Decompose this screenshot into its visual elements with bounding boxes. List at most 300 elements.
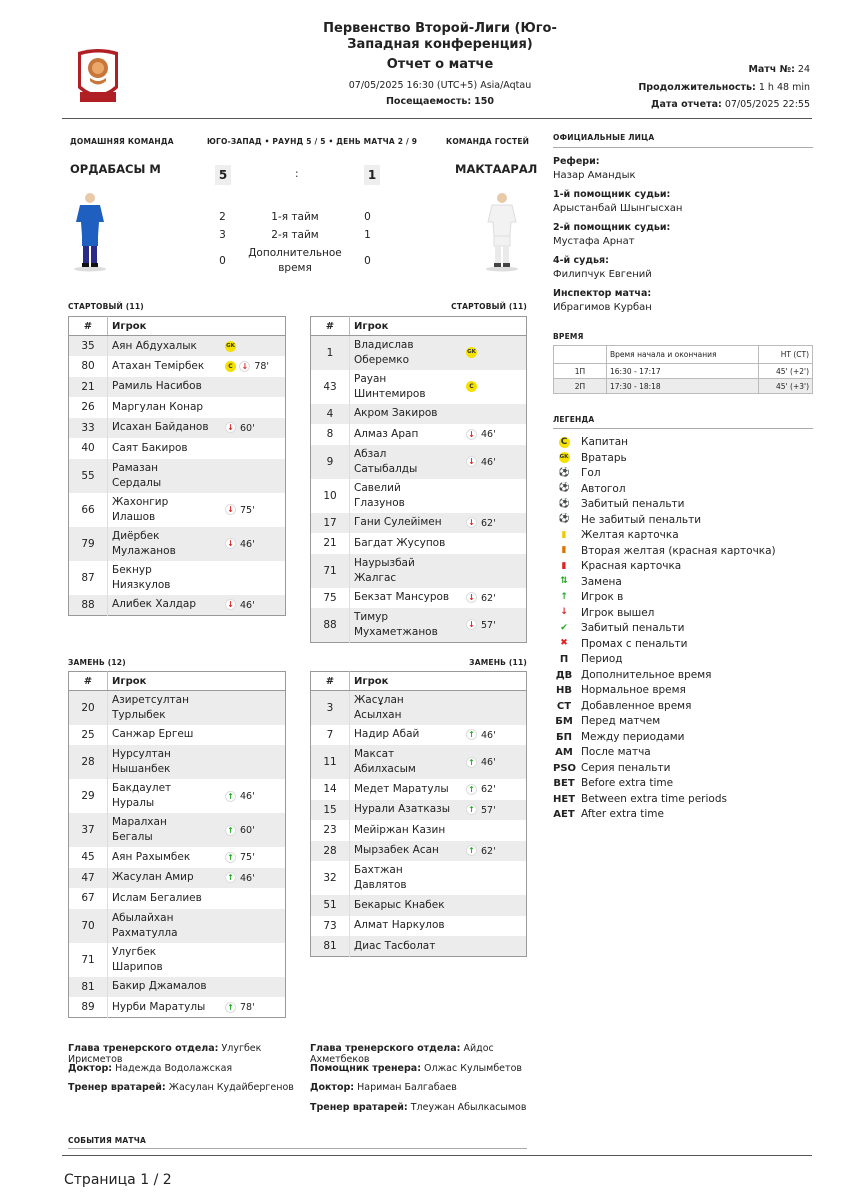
match-number: [748, 64, 810, 75]
report-title: Первенство Второй-Лиги (Юго-Западная конференция): [323, 21, 557, 52]
period-label: 1-я тайм: [271, 211, 319, 223]
legend-text: Забитый пенальти: [581, 498, 685, 510]
abbrev-symbol: ДВ: [555, 669, 573, 681]
match-datetime: 07/05/2025 16:30 (UTC+5) Asia/Aqtau: [348, 80, 532, 91]
staff-name: Жасулан Кудайбергенов: [168, 1082, 294, 1093]
abbrev-symbol: BET: [553, 778, 575, 789]
player-name: [108, 493, 222, 527]
abbrev-symbol: НВ: [556, 685, 572, 696]
player-name-line: Глазунов: [354, 496, 405, 509]
table-row: [69, 888, 286, 909]
period-home: 2: [219, 211, 226, 223]
player-name-line: Жалгас: [354, 571, 397, 584]
legend-section: [553, 415, 813, 823]
table-row: [69, 997, 286, 1018]
table-row: [311, 404, 527, 425]
player-events: [462, 861, 527, 895]
home-team-label: ДОМАШНЯЯ КОМАНДА: [70, 137, 174, 146]
period-row: [200, 208, 390, 278]
score-separator: :: [295, 168, 299, 180]
table-header-row: [69, 317, 286, 336]
player-name-line: Турлыбек: [112, 708, 166, 721]
away-kit-icon: [484, 190, 520, 276]
report-date: [651, 99, 810, 110]
table-row: [69, 943, 286, 977]
player-number: 17: [311, 513, 350, 534]
player-events: [462, 445, 527, 479]
official-entry: [553, 255, 813, 280]
time-label: ВРЕМЯ: [553, 332, 584, 341]
time-range: 17:30 - 18:18: [607, 379, 759, 394]
player-name-line: Рауан: [354, 372, 387, 385]
table-row: [311, 608, 527, 642]
player-events: [462, 424, 527, 445]
table-row: [69, 847, 286, 868]
legend-abbrev: [553, 652, 813, 668]
table-row: [311, 336, 527, 370]
player-out-icon: ↓: [466, 429, 477, 440]
player-number: 81: [311, 936, 350, 957]
player-events: [221, 691, 286, 725]
player-in-icon: ↑: [225, 825, 236, 836]
table-row: [69, 595, 286, 616]
abbrev-symbol: PSO: [553, 762, 577, 774]
player-number: 88: [311, 608, 350, 642]
goal-icon: [553, 466, 575, 482]
staff-role: Доктор:: [68, 1062, 113, 1074]
player-events: [221, 909, 286, 943]
player-events: [221, 943, 286, 977]
official-name: Филипчук Евгений: [553, 269, 652, 280]
table-row: [69, 356, 286, 377]
player-number: 89: [69, 997, 108, 1018]
away-score: 1: [364, 165, 380, 185]
player-name-line: Бегалы: [112, 831, 153, 843]
player-in-icon: [553, 590, 575, 606]
player-events: [221, 847, 286, 868]
table-row: [311, 916, 527, 937]
official-role: Инспектор матча:: [553, 288, 652, 299]
player-number: 3: [311, 691, 350, 725]
period-away: 0: [364, 255, 371, 267]
legend-text: Желтая карточка: [581, 529, 679, 541]
num-header: #: [311, 672, 350, 691]
table-row: [311, 861, 527, 895]
player-out-icon: ↓: [225, 422, 236, 433]
player-events: [462, 745, 527, 779]
player-name-line: Абзал: [354, 447, 387, 460]
sub-time: 62': [481, 592, 496, 604]
player-number: 8: [311, 424, 350, 445]
time-ht: 45' (+2'): [759, 364, 813, 379]
legend-text: Игрок вышел: [581, 606, 655, 619]
player-events: [221, 997, 286, 1018]
player-out-icon: ↓: [466, 592, 477, 603]
legend-glyph: ↓: [560, 607, 568, 617]
away-staff: [310, 1043, 550, 1121]
staff-role: Глава тренерского отдела:: [310, 1043, 461, 1054]
abbrev-symbol: БМ: [555, 716, 573, 727]
legend-text: После матча: [581, 746, 651, 758]
player-number: 28: [311, 841, 350, 862]
player-name: [108, 561, 222, 595]
player-name: Нурби Маратулы: [112, 1000, 206, 1013]
player-name: Атахан Темірбек: [112, 359, 205, 372]
player-events: [221, 356, 286, 377]
legend-abbrev: [553, 668, 813, 684]
staff-entry: [68, 1043, 303, 1063]
player-events: [462, 725, 527, 746]
player-events: [462, 841, 527, 862]
legend-list: [553, 435, 813, 823]
player-events: [462, 820, 527, 841]
player-name: [350, 608, 463, 642]
legend-text: Вторая желтая (красная карточка): [581, 544, 776, 557]
table-row: [311, 691, 527, 725]
staff-name: Олжас Кулымбетов: [424, 1062, 522, 1074]
player-name-line: Давлятов: [354, 879, 407, 891]
sub-time: 57': [481, 804, 496, 816]
time-col-period: [554, 346, 607, 364]
table-row: [69, 779, 286, 813]
time-range: 16:30 - 17:17: [607, 364, 759, 379]
player-out-icon: ↓: [225, 504, 236, 515]
player-name-line: Наурызбай: [354, 556, 415, 569]
player-name-line: Жахонгир: [112, 495, 169, 508]
official-entry: [553, 222, 813, 247]
table-header-row: [69, 672, 286, 691]
player-number: 20: [69, 691, 108, 725]
table-row: [311, 725, 527, 746]
legend-item: [553, 528, 813, 544]
player-name: [350, 745, 463, 779]
player-number: 37: [69, 813, 108, 847]
player-events: [462, 936, 527, 957]
legend-text: After extra time: [581, 808, 664, 820]
player-name: Ислам Бегалиев: [112, 891, 202, 904]
report-date-label: Дата отчета:: [651, 99, 722, 110]
player-name: Мырзабек Асан: [350, 841, 463, 862]
official-name: Ибрагимов Курбан: [553, 302, 652, 313]
time-row: [554, 379, 813, 394]
legend-glyph: ⚽: [558, 514, 570, 524]
player-name: Медет Маратулы: [354, 782, 449, 795]
player-number: 14: [311, 779, 350, 800]
player-number: 10: [311, 479, 350, 513]
player-name: [108, 459, 222, 493]
player-name-line: Азиретсултан: [112, 693, 189, 706]
player-number: 4: [311, 404, 350, 425]
player-name-line: Сатыбалды: [354, 462, 418, 475]
duration-label: Продолжительность:: [638, 82, 756, 93]
player-events: [221, 493, 286, 527]
player-name: [350, 336, 463, 370]
sub-time: 75': [240, 852, 255, 864]
player-events: [462, 554, 527, 588]
yellow-card-icon: [553, 528, 575, 544]
official-name: Арыстанбай Шынгысхан: [553, 203, 683, 214]
table-row: [69, 977, 286, 998]
player-number: 71: [69, 943, 108, 977]
legend-item: [553, 451, 813, 467]
player-events: [462, 513, 527, 534]
abbrev-symbol: HET: [553, 793, 576, 805]
legend-glyph: ⚽: [558, 467, 570, 478]
legend-text: Период: [581, 653, 623, 665]
legend-glyph: C: [559, 437, 570, 448]
table-row: [311, 554, 527, 588]
table-row: [69, 745, 286, 779]
goalkeeper-icon: GK: [225, 341, 236, 352]
goalkeeper-icon: GK: [466, 347, 477, 358]
table-row: [311, 936, 527, 957]
legend-abbrev: [553, 792, 813, 808]
player-name: [350, 445, 463, 479]
legend-text: Before extra time: [581, 777, 674, 789]
table-row: [69, 868, 286, 889]
sub-time: 60': [240, 825, 255, 836]
player-events: [462, 370, 527, 404]
player-events: [221, 459, 286, 493]
home-team-name: ОРДАБАСЫ М: [70, 162, 161, 176]
legend-glyph: ⚽: [558, 498, 570, 509]
staff-entry: [310, 1082, 550, 1102]
player-events: [462, 691, 527, 725]
legend-item: [553, 435, 813, 451]
table-row: [69, 493, 286, 527]
staff-role: Доктор:: [310, 1082, 355, 1093]
round-info: ЮГО-ЗАПАД • РАУНД 5 / 5 • ДЕНЬ МАТЧА 2 / 9: [207, 137, 418, 146]
captain-icon: C: [466, 381, 477, 392]
match-number-value: 24: [797, 64, 810, 75]
player-name-line: Бахтжан: [354, 864, 403, 876]
player-number: 88: [69, 595, 108, 616]
player-events: [221, 888, 286, 909]
table-row: [69, 418, 286, 439]
legend-text: Дополнительное время: [581, 668, 712, 681]
player-name-line: Жасұлан: [354, 693, 404, 706]
player-name-line: Бекнур: [112, 563, 152, 576]
player-name: Надир Абай: [354, 728, 420, 741]
legend-glyph: ⚽: [558, 483, 570, 493]
table-row: [69, 909, 286, 943]
player-header: Игрок: [108, 317, 286, 336]
player-name-line: Тимур: [354, 610, 389, 623]
home-kit-icon: [72, 190, 108, 276]
legend-abbrev: [553, 807, 813, 823]
table-row: [311, 370, 527, 404]
player-name: [350, 479, 463, 513]
num-header: #: [69, 317, 108, 336]
player-name-line: Максат: [354, 748, 395, 760]
player-name-line: Сердалы: [112, 476, 162, 489]
legend-item: [553, 621, 813, 637]
sub-time: 46': [481, 757, 496, 768]
legend-text: Забитый пенальти: [581, 622, 685, 634]
staff-entry: [310, 1102, 550, 1122]
table-row: [311, 588, 527, 609]
player-number: 71: [311, 554, 350, 588]
num-header: #: [311, 317, 350, 336]
player-name: [108, 943, 222, 977]
staff-name: Тлеужан Абылкасымов: [410, 1101, 527, 1113]
player-name-line: Шинтемиров: [354, 387, 426, 400]
table-row: [69, 459, 286, 493]
legend-text: Перед матчем: [581, 715, 661, 727]
legend-abbrev: [553, 730, 813, 746]
player-number: 73: [311, 916, 350, 937]
player-name: [108, 909, 222, 943]
legend-abbrev: [553, 761, 813, 777]
player-name-line: Владислав: [354, 338, 414, 351]
player-name: Нурали Азатказы: [350, 800, 463, 821]
legend-text: Не забитый пенальти: [581, 513, 702, 526]
legend-text: Между периодами: [581, 730, 685, 743]
home-subs-table: [68, 671, 286, 1018]
substitution-icon: [553, 575, 575, 591]
official-role: Рефери:: [553, 156, 600, 167]
footer-divider: [62, 1155, 812, 1156]
player-events: [462, 800, 527, 821]
player-name: Бекзат Мансуров: [354, 591, 450, 604]
legend-text: Игрок в: [581, 591, 624, 603]
table-row: [69, 438, 286, 459]
table-row: [69, 377, 286, 398]
abbrev-symbol: АМ: [555, 747, 573, 758]
player-name: [350, 691, 463, 725]
player-out-icon: ↓: [466, 456, 477, 467]
legend-abbrev: [553, 745, 813, 761]
official-name: Мустафа Арнат: [553, 236, 635, 247]
player-events: [221, 438, 286, 459]
player-name: Аян Рахымбек: [112, 850, 191, 863]
sub-time: 46': [240, 538, 255, 550]
sub-time: 78': [240, 1002, 255, 1013]
captain-icon: C: [225, 361, 236, 372]
second-yellow-icon: [553, 544, 575, 560]
player-events: [221, 595, 286, 616]
abbrev-symbol: СТ: [556, 700, 572, 712]
legend-abbrev: [553, 699, 813, 715]
player-name-line: Рамазан: [112, 461, 159, 474]
num-header: #: [69, 672, 108, 691]
header-divider: [62, 118, 812, 119]
player-number: 28: [69, 745, 108, 779]
player-name: [350, 554, 463, 588]
player-number: 7: [311, 725, 350, 746]
player-out-icon: ↓: [466, 619, 477, 630]
player-number: 35: [69, 336, 108, 357]
player-events: [462, 404, 527, 425]
legend-text: Вратарь: [581, 451, 627, 464]
player-in-icon: ↑: [466, 729, 477, 740]
legend-item: [553, 482, 813, 498]
legend-text: Гол: [581, 467, 601, 479]
player-events: [462, 588, 527, 609]
time-period: 1П: [554, 364, 607, 379]
legend-label: ЛЕГЕНДА: [553, 415, 813, 429]
time-col-range: Время начала и окончания: [607, 346, 759, 364]
player-name: Алмаз Арап: [354, 427, 419, 440]
player-name-line: Улугбек: [112, 945, 157, 958]
legend-item: [553, 466, 813, 482]
period-home: 0: [219, 255, 226, 267]
sub-time: 62': [481, 784, 496, 796]
legend-text: Серия пенальти: [581, 761, 671, 774]
player-number: 9: [311, 445, 350, 479]
legend-glyph: ▮: [559, 530, 570, 541]
player-name-line: Абылайхан: [112, 911, 174, 924]
home-starting-label: СТАРТОВЫЙ (11): [68, 302, 144, 311]
player-name-line: Асылхан: [354, 708, 402, 721]
legend-item: [553, 575, 813, 591]
player-number: 15: [311, 800, 350, 821]
abbrev-symbol: БП: [556, 731, 572, 743]
player-name-line: Рахматулла: [112, 926, 178, 939]
period-away: 1: [364, 229, 371, 241]
player-out-icon: ↓: [225, 538, 236, 549]
legend-glyph: GK: [559, 452, 570, 463]
table-row: [311, 745, 527, 779]
table-row: [69, 725, 286, 746]
player-name: Диас Тасболат: [350, 936, 463, 957]
player-name: Багдат Жусупов: [354, 536, 446, 549]
away-subs-table: [310, 671, 527, 957]
legend-item: [553, 637, 813, 653]
time-row: [554, 364, 813, 379]
player-header: Игрок: [108, 672, 286, 691]
staff-name: Нариман Балгабаев: [357, 1082, 457, 1093]
attendance-value: 150: [474, 96, 495, 107]
player-number: 70: [69, 909, 108, 943]
legend-text: Красная карточка: [581, 560, 682, 572]
player-header: Игрок: [350, 672, 527, 691]
player-events: [221, 397, 286, 418]
player-in-icon: ↑: [225, 852, 236, 863]
player-in-icon: ↑: [225, 791, 236, 802]
sub-time: 46': [240, 791, 255, 802]
legend-item: [553, 606, 813, 622]
table-row: [311, 424, 527, 445]
table-row: [311, 800, 527, 821]
player-name: [108, 779, 222, 813]
officials-list: [553, 156, 813, 313]
page-number: Страница 1 / 2: [64, 1172, 172, 1188]
player-number: 26: [69, 397, 108, 418]
time-ht: 45' (+3'): [759, 379, 813, 394]
player-name-line: Нурсултан: [112, 748, 171, 760]
player-name-line: Шарипов: [112, 960, 163, 973]
table-row: [311, 779, 527, 800]
legend-text: Between extra time periods: [581, 792, 727, 805]
player-number: 75: [311, 588, 350, 609]
player-name-line: Маралхан: [112, 816, 167, 828]
legend-glyph: ▮: [559, 545, 570, 556]
player-name-line: Нуралы: [112, 797, 155, 809]
player-events: [462, 479, 527, 513]
player-events: [462, 336, 527, 370]
legend-item: [553, 590, 813, 606]
staff-role: Тренер вратарей:: [310, 1101, 408, 1113]
player-name-line: Абилхасым: [354, 763, 416, 775]
player-name: Алмат Наркулов: [354, 919, 445, 932]
table-row: [69, 691, 286, 725]
period-home: 3: [219, 229, 226, 241]
table-row: [69, 561, 286, 595]
player-name-line: Илашов: [112, 510, 156, 523]
player-name: Гани Сулейімен: [350, 513, 463, 534]
player-name: Акром Закиров: [350, 404, 463, 425]
